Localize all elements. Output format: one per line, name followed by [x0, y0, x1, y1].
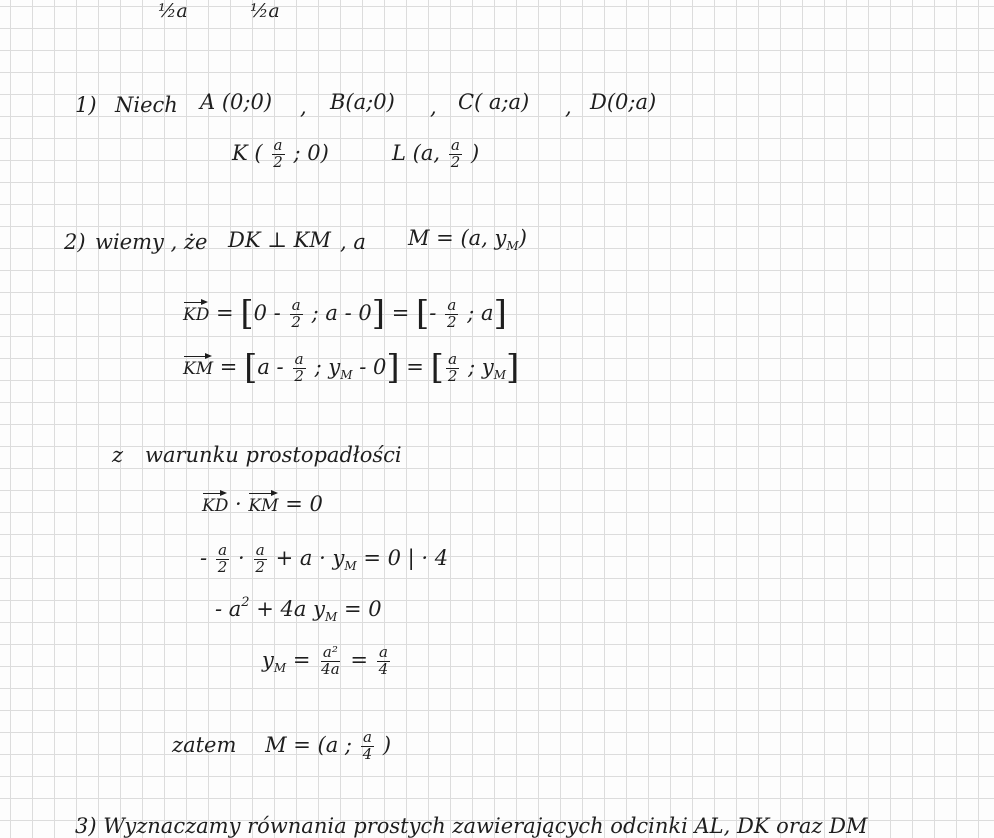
point-l-fraction — [449, 138, 463, 171]
kd-inner-frac-num: a — [291, 296, 301, 314]
km-inner-1: a - — [257, 354, 284, 379]
point-l-prefix: L (a, — [392, 140, 441, 165]
km-inner-fraction — [292, 352, 306, 385]
eq2-sub: M — [344, 558, 357, 573]
km-res-sub: M — [493, 367, 506, 382]
eq3-b: + 4a y — [256, 597, 325, 621]
kd-vector: KD — [183, 301, 209, 324]
kd-res-frac-den: 2 — [447, 312, 457, 331]
eq4-frac-1 — [319, 645, 342, 678]
km-close-bracket: ] — [386, 347, 400, 388]
m-definition — [408, 228, 527, 252]
step2-sep: , a — [340, 230, 366, 254]
top-fragment-right: ½a — [250, 0, 280, 22]
km-open-bracket: [ — [244, 347, 258, 388]
km-vector-line — [183, 347, 520, 388]
condition-heading: warunku prostopadłości — [145, 443, 402, 467]
sep-2: , — [430, 95, 437, 119]
kd-inner-1: 0 - — [253, 300, 281, 325]
kd-res-open-bracket: [ — [415, 293, 430, 334]
point-a: A (0;0) — [200, 90, 273, 114]
eq4-eq-1: = — [292, 647, 311, 672]
point-k — [232, 138, 329, 171]
sep-3: , — [565, 95, 572, 119]
eq4-frac-2-num: a — [378, 643, 388, 661]
km-eq-2: = — [406, 354, 424, 379]
kd-inner-fraction — [289, 298, 303, 331]
conclusion-line — [172, 730, 391, 763]
point-k-fraction — [271, 138, 285, 171]
eq2-mid: + a · y — [275, 545, 345, 570]
eq4-frac-1-den: 4a — [321, 659, 340, 678]
km-res-close-bracket: ] — [506, 347, 520, 388]
kd-close-bracket: ] — [371, 293, 385, 334]
km-res-fraction — [446, 352, 460, 385]
km-vector: KM — [183, 355, 213, 378]
km-inner-frac-den: 2 — [294, 366, 304, 385]
step2-text: wiemy , że — [95, 230, 208, 254]
point-k-suffix: ; 0) — [293, 140, 329, 165]
km-eq-1: = — [219, 354, 238, 379]
point-k-prefix: K ( — [232, 140, 263, 165]
eq3-a: - a — [215, 597, 242, 621]
kd-res-close-bracket: ] — [493, 293, 507, 334]
top-fragment-left: ½a — [158, 0, 188, 22]
kd-inner-2: ; a - 0 — [311, 300, 372, 325]
eq2-frac-1-den: 2 — [217, 557, 228, 576]
eq3-c: = 0 — [343, 597, 382, 621]
kd-vector-line — [183, 293, 507, 334]
dot-product-tail: = 0 — [285, 492, 323, 516]
dot-product-line — [202, 492, 323, 515]
eq2-frac-1 — [216, 543, 230, 576]
point-k-num: a — [273, 136, 283, 154]
conclusion-frac-num: a — [362, 728, 372, 746]
conclusion-fraction — [361, 730, 375, 763]
eq4-frac-1-num: a² — [322, 643, 338, 661]
eq2-dot: · — [238, 545, 245, 570]
point-k-den: 2 — [273, 152, 283, 171]
step3-text: 3) Wyznaczamy równania prostych zawierających odcinki AL, DK oraz DM — [75, 814, 868, 838]
point-l-suffix: ) — [470, 140, 480, 165]
point-d: D(0;a) — [590, 90, 657, 114]
km-inner-frac-num: a — [294, 350, 304, 368]
point-l — [392, 138, 479, 171]
eq2-tail: = 0 | · 4 — [363, 545, 449, 570]
kd-inner-frac-den: 2 — [291, 312, 301, 331]
point-l-den: 2 — [450, 152, 461, 171]
km-inner-sub: M — [340, 367, 353, 382]
eq4-frac-2-den: 4 — [378, 659, 389, 678]
equation-line-4 — [262, 645, 392, 678]
km-res-open-bracket: [ — [430, 347, 444, 388]
kd-res-post: ; a — [467, 300, 494, 325]
step1-intro: Niech — [115, 93, 178, 117]
kd-res-pre: - — [429, 300, 437, 325]
km-vector-dot: KM — [248, 492, 278, 515]
step2-label: 2) — [64, 230, 86, 254]
m-definition-sub: M — [506, 239, 519, 253]
conclusion-zatem: zatem — [172, 732, 237, 757]
km-inner-3: - 0 — [359, 354, 387, 379]
eq4-eq-2: = — [350, 647, 368, 672]
eq3-sq: 2 — [241, 595, 250, 610]
dot-operator: · — [235, 492, 242, 516]
eq2-lead: - — [200, 545, 208, 570]
conclusion-frac-den: 4 — [362, 744, 373, 763]
km-res-frac-num: a — [448, 350, 458, 368]
km-inner-2: ; y — [314, 354, 341, 379]
perpendicular-relation: DK ⊥ KM — [228, 228, 331, 252]
m-definition-head: M = (a, y — [408, 226, 507, 250]
eq2-frac-2-num: a — [255, 541, 265, 559]
kd-res-frac-num: a — [447, 296, 457, 314]
equation-line-3 — [215, 596, 382, 623]
point-b: B(a;0) — [330, 90, 395, 114]
conclusion-m-pre: M = (a ; — [265, 732, 352, 757]
eq4-y: y — [262, 647, 274, 672]
point-l-num: a — [451, 136, 460, 154]
m-definition-close: ) — [518, 226, 527, 250]
eq4-sub: M — [273, 660, 287, 675]
eq2-frac-2-den: 2 — [255, 557, 265, 576]
eq3-sub: M — [324, 610, 338, 624]
eq2-frac-1-num: a — [218, 541, 228, 559]
kd-res-fraction — [445, 298, 459, 331]
kd-eq-1: = — [216, 300, 234, 325]
sep-1: , — [300, 95, 307, 119]
kd-open-bracket: [ — [240, 293, 254, 334]
conclusion-m-post: ) — [382, 732, 392, 757]
equation-line-2 — [200, 543, 448, 576]
point-c: C( a;a) — [458, 90, 530, 114]
km-res-frac-den: 2 — [447, 366, 458, 385]
step1-label: 1) — [75, 93, 97, 117]
eq4-frac-2 — [377, 645, 391, 678]
eq2-frac-2 — [253, 543, 267, 576]
km-res-mid: ; y — [468, 354, 494, 379]
kd-vector-dot: KD — [202, 492, 228, 515]
kd-eq-2: = — [391, 300, 410, 325]
condition-z: z — [112, 443, 124, 467]
